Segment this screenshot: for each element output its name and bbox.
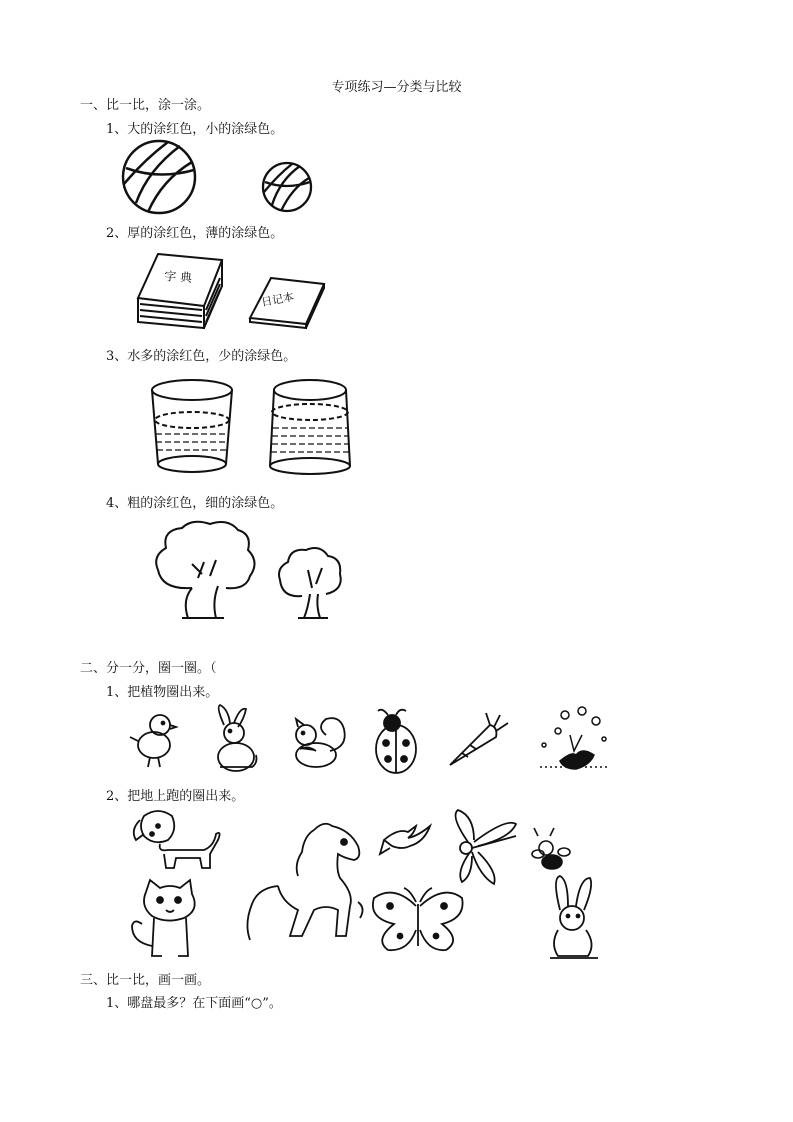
bee-icon [532, 828, 570, 869]
flower-plant-icon [540, 707, 610, 769]
water-cups-picture [150, 378, 350, 478]
section-1-item-3: 3、水多的涂红色，少的涂绿色。 [106, 349, 297, 364]
section-1-item-4: 4、粗的涂红色，细的涂绿色。 [106, 496, 284, 511]
animals-picture [118, 806, 598, 966]
horse-icon [247, 824, 362, 940]
section-3-item-1: 1、哪盘最多？在下面画“○”。 [106, 996, 282, 1011]
thick-dictionary-icon [138, 254, 222, 328]
section-2-item-1: 1、把植物圈出来。 [106, 685, 219, 700]
chick-icon [130, 715, 176, 767]
rabbit-icon [218, 705, 257, 771]
dictionary-label: 字 典 [163, 269, 193, 285]
section-1-item-2: 2、厚的涂红色，薄的涂绿色。 [106, 226, 284, 241]
basketballs-picture [118, 140, 328, 220]
carrot-icon [450, 713, 508, 765]
ladybug-icon [376, 710, 416, 773]
standing-rabbit-icon [550, 876, 598, 958]
section-1-heading: 一、比一比，涂一涂。 [80, 98, 211, 113]
page-title: 专项练习—分类与比较 [331, 80, 462, 95]
butterfly-icon [373, 888, 463, 950]
trees-picture [152, 518, 352, 626]
bird-icon [380, 826, 430, 854]
section-2-heading: 二、分一分，圈一圈。（ [80, 661, 217, 676]
thick-tree-icon [156, 522, 254, 618]
plants-picture-row [120, 705, 615, 777]
big-basketball-icon [123, 141, 195, 213]
cup-less-water-icon [152, 380, 232, 472]
squirrel-icon [296, 718, 345, 767]
thin-tree-icon [279, 548, 341, 618]
cup-more-water-icon [270, 380, 350, 474]
books-picture [134, 250, 334, 330]
section-3-heading: 三、比一比，画一画。 [80, 973, 211, 988]
small-basketball-icon [263, 163, 311, 211]
dog-icon [134, 811, 220, 868]
section-1-item-1: 1、大的涂红色，小的涂绿色。 [106, 122, 284, 137]
cat-icon [132, 880, 195, 956]
dragonfly-icon [456, 810, 516, 884]
notebook-label: 日记本 [260, 290, 296, 309]
section-2-item-2: 2、把地上跑的圈出来。 [106, 789, 245, 804]
